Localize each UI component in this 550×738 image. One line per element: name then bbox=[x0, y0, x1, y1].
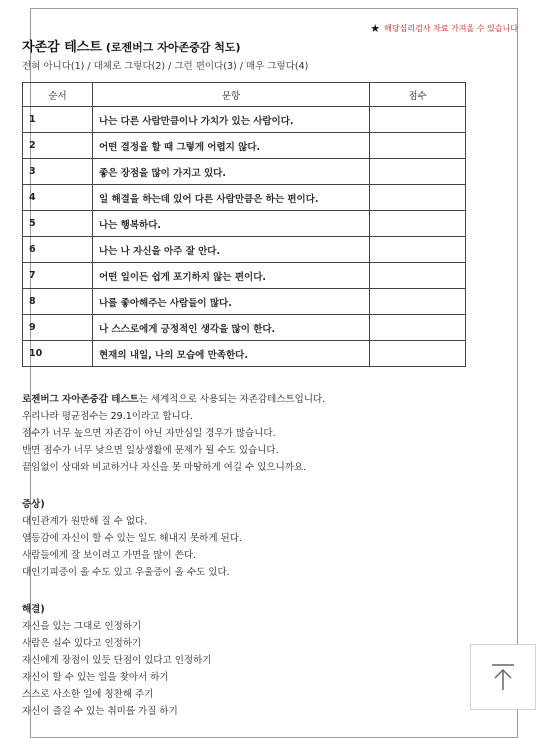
row-no: 4 bbox=[23, 185, 93, 211]
row-score bbox=[370, 289, 466, 315]
row-no: 2 bbox=[23, 133, 93, 159]
row-no: 1 bbox=[23, 107, 93, 133]
symptom-line: 대인관계가 원만해 질 수 없다. bbox=[22, 516, 148, 527]
symptom-line: 사람들에게 잘 보이려고 가면을 많이 쓴다. bbox=[22, 550, 197, 561]
intro-lead bbox=[22, 391, 325, 408]
symptoms-section bbox=[22, 496, 242, 581]
solution-line: 자신을 있는 그대로 인정하기 bbox=[22, 621, 142, 632]
intro-section bbox=[22, 391, 325, 476]
symptom-line: 열등감에 자신이 할 수 있는 일도 해내지 못하게 된다. bbox=[22, 533, 242, 544]
title-sub: (로젠버그 자아존중감 척도) bbox=[105, 41, 241, 54]
table-row bbox=[23, 211, 466, 237]
solutions-heading: 해결) bbox=[22, 604, 45, 615]
symptom-line: 대인기피증이 올 수도 있고 우울증이 올 수도 있다. bbox=[22, 567, 230, 578]
arrow-up-icon bbox=[488, 662, 518, 692]
row-no: 9 bbox=[23, 315, 93, 341]
table-row bbox=[23, 237, 466, 263]
source-badge bbox=[370, 22, 518, 35]
symptoms-heading: 증상) bbox=[22, 499, 45, 510]
header-score: 점수 bbox=[370, 83, 466, 107]
title-main: 자존감 테스트 bbox=[22, 40, 102, 55]
table-row bbox=[23, 107, 466, 133]
row-text: 어떤 결정을 할 때 그렇게 어렵지 않다. bbox=[93, 133, 370, 159]
header-item: 문항 bbox=[93, 83, 370, 107]
header-no: 순서 bbox=[23, 83, 93, 107]
row-no: 3 bbox=[23, 159, 93, 185]
row-no: 5 bbox=[23, 211, 93, 237]
table-row bbox=[23, 133, 466, 159]
row-score bbox=[370, 315, 466, 341]
row-score bbox=[370, 185, 466, 211]
badge-text: 해당심리검사 자료 가져올 수 있습니다 bbox=[384, 24, 518, 33]
solution-line: 사람은 실수 있다고 인정하기 bbox=[22, 638, 142, 649]
row-text: 나는 나 자신을 아주 잘 안다. bbox=[93, 237, 370, 263]
answer-scale: 전혀 아니다(1) / 대체로 그렇다(2) / 그런 편이다(3) / 매우 그렇다(4) bbox=[22, 61, 309, 72]
intro-line: 우리나라 평균점수는 29.1이라고 합니다. bbox=[22, 411, 193, 422]
solution-line: 자신이 즐길 수 있는 취미를 가질 하기 bbox=[22, 706, 178, 717]
row-score bbox=[370, 341, 466, 367]
row-score bbox=[370, 159, 466, 185]
row-text: 나 스스로에게 긍정적인 생각을 많이 한다. bbox=[93, 315, 370, 341]
row-text: 나는 다른 사람만큼이나 가치가 있는 사람이다. bbox=[93, 107, 370, 133]
page-title bbox=[22, 36, 240, 55]
row-no: 6 bbox=[23, 237, 93, 263]
row-no: 7 bbox=[23, 263, 93, 289]
solutions-section bbox=[22, 601, 211, 720]
row-score bbox=[370, 133, 466, 159]
table-row bbox=[23, 263, 466, 289]
table-row bbox=[23, 289, 466, 315]
intro-line: 점수가 너무 높으면 자존감이 아닌 자만심일 경우가 많습니다. bbox=[22, 428, 276, 439]
row-score bbox=[370, 211, 466, 237]
row-text: 나를 좋아해주는 사람들이 많다. bbox=[93, 289, 370, 315]
table-row bbox=[23, 185, 466, 211]
row-score bbox=[370, 237, 466, 263]
table-row bbox=[23, 315, 466, 341]
row-score bbox=[370, 107, 466, 133]
star-icon: ★ bbox=[370, 22, 381, 35]
solution-line: 자신이 할 수 있는 일을 찾아서 하기 bbox=[22, 672, 169, 683]
table-header-row bbox=[23, 83, 466, 107]
row-score bbox=[370, 263, 466, 289]
row-text: 일 해결을 하는데 있어 다른 사람만큼은 하는 편이다. bbox=[93, 185, 370, 211]
question-table bbox=[22, 82, 466, 367]
scroll-to-top-button[interactable] bbox=[470, 644, 536, 710]
intro-line: 반면 점수가 너무 낮으면 일상생활에 문제가 될 수도 있습니다. bbox=[22, 445, 279, 456]
intro-lead-rest: 는 세계적으로 사용되는 자존감테스트입니다. bbox=[138, 394, 326, 405]
row-no: 8 bbox=[23, 289, 93, 315]
row-text: 좋은 장점을 많이 가지고 있다. bbox=[93, 159, 370, 185]
row-no: 10 bbox=[23, 341, 93, 367]
row-text: 나는 행복하다. bbox=[93, 211, 370, 237]
table-row bbox=[23, 341, 466, 367]
intro-lead-bold: 로젠버그 자아존중감 테스트 bbox=[22, 394, 139, 405]
row-text: 어떤 일이든 쉽게 포기하지 않는 편이다. bbox=[93, 263, 370, 289]
row-text: 현재의 내일, 나의 모습에 만족한다. bbox=[93, 341, 370, 367]
solution-line: 스스로 사소한 일에 칭찬해 주기 bbox=[22, 689, 154, 700]
solution-line: 자신에게 장점이 있듯 단점이 있다고 인정하기 bbox=[22, 655, 212, 666]
table-row bbox=[23, 159, 466, 185]
intro-line: 끝임없이 상대와 비교하거나 자신을 못 마땅하게 여길 수 있으니까요. bbox=[22, 462, 307, 473]
